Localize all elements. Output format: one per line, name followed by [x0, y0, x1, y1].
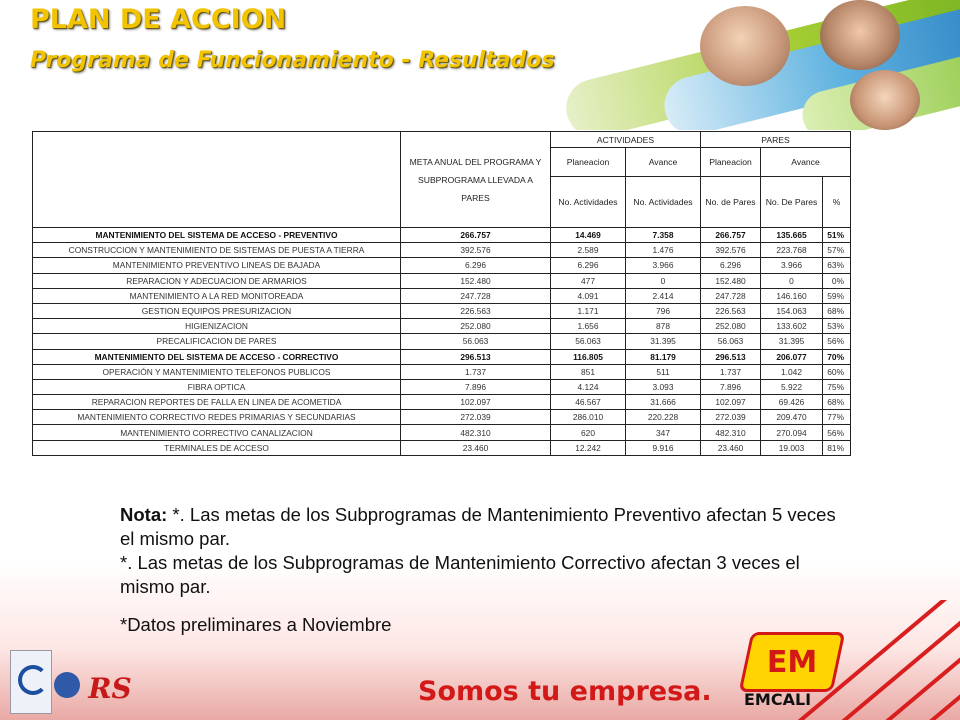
row-pares-plan: 102.097 — [701, 395, 761, 410]
row-meta: 252.080 — [401, 319, 551, 334]
row-actividades-plan: 12.242 — [551, 440, 626, 455]
row-percent: 53% — [823, 319, 851, 334]
row-pares-avance: 154.063 — [761, 303, 823, 318]
table-row — [33, 410, 851, 425]
row-actividades-avance: 796 — [626, 303, 701, 318]
page-title: PLAN DE ACCION — [30, 4, 287, 35]
table-row — [33, 319, 851, 334]
row-percent: 57% — [823, 243, 851, 258]
row-percent: 75% — [823, 379, 851, 394]
row-name: GESTION EQUIPOS PRESURIZACION — [33, 303, 401, 318]
row-actividades-avance: 0 — [626, 273, 701, 288]
row-actividades-avance: 220.228 — [626, 410, 701, 425]
em-logo-text: EM — [766, 644, 818, 680]
table-row — [33, 395, 851, 410]
header-avance-actividades: Avance — [626, 148, 701, 177]
table-row — [33, 440, 851, 455]
row-meta: 266.757 — [401, 228, 551, 243]
decorative-banner — [520, 0, 960, 130]
row-name: MANTENIMIENTO CORRECTIVO CANALIZACION — [33, 425, 401, 440]
row-name: REPARACION REPORTES DE FALLA EN LINEA DE ACOMETIDA — [33, 395, 401, 410]
row-actividades-avance: 878 — [626, 319, 701, 334]
row-meta: 152.480 — [401, 273, 551, 288]
row-actividades-plan: 6.296 — [551, 258, 626, 273]
rs-text: RS — [88, 671, 132, 705]
row-pares-avance: 270.094 — [761, 425, 823, 440]
row-pares-plan: 296.513 — [701, 349, 761, 364]
row-actividades-avance: 3.093 — [626, 379, 701, 394]
certification-round-icon — [54, 672, 80, 698]
row-pares-avance: 0 — [761, 273, 823, 288]
banner-photo-girl — [850, 70, 920, 130]
row-actividades-plan: 1.171 — [551, 303, 626, 318]
row-name: PRECALIFICACION DE PARES — [33, 334, 401, 349]
row-actividades-plan: 477 — [551, 273, 626, 288]
row-actividades-avance: 511 — [626, 364, 701, 379]
row-percent: 51% — [823, 228, 851, 243]
header-no-pares-avance: No. De Pares — [761, 177, 823, 228]
row-pares-plan: 56.063 — [701, 334, 761, 349]
row-actividades-plan: 4.091 — [551, 288, 626, 303]
table-row — [33, 364, 851, 379]
row-meta: 482.310 — [401, 425, 551, 440]
table-row — [33, 243, 851, 258]
row-name: CONSTRUCCION Y MANTENIMIENTO DE SISTEMAS DE PUESTA A TIERRA — [33, 243, 401, 258]
row-meta: 7.896 — [401, 379, 551, 394]
row-pares-plan: 252.080 — [701, 319, 761, 334]
row-pares-avance: 206.077 — [761, 349, 823, 364]
row-pares-avance: 31.395 — [761, 334, 823, 349]
row-actividades-plan: 620 — [551, 425, 626, 440]
table-row — [33, 273, 851, 288]
row-actividades-plan: 116.805 — [551, 349, 626, 364]
footer-slogan: Somos tu empresa. — [418, 676, 712, 707]
row-pares-avance: 19.003 — [761, 440, 823, 455]
row-pares-avance: 69.426 — [761, 395, 823, 410]
banner-photo-family — [700, 6, 790, 86]
header-no-actividades-plan: No. Actividades — [551, 177, 626, 228]
note-text-1: *. Las metas de los Subprogramas de Mantenimiento Preventivo afectan 5 veces el mismo par. — [120, 504, 836, 549]
row-actividades-avance: 7.358 — [626, 228, 701, 243]
row-name: HIGIENIZACION — [33, 319, 401, 334]
header-blank-cell — [33, 132, 401, 228]
row-name: MANTENIMIENTO PREVENTIVO LINEAS DE BAJADA — [33, 258, 401, 273]
row-meta: 56.063 — [401, 334, 551, 349]
row-meta: 272.039 — [401, 410, 551, 425]
results-table-body — [33, 228, 851, 456]
row-actividades-plan: 56.063 — [551, 334, 626, 349]
header-actividades: ACTIVIDADES — [551, 132, 701, 148]
note-label: Nota: — [120, 504, 168, 525]
row-percent: 68% — [823, 303, 851, 318]
table-row — [33, 288, 851, 303]
row-actividades-plan: 14.469 — [551, 228, 626, 243]
table-row — [33, 334, 851, 349]
row-pares-plan: 482.310 — [701, 425, 761, 440]
row-actividades-plan: 2.589 — [551, 243, 626, 258]
brand-name: EMCALI — [744, 690, 812, 709]
row-pares-avance: 223.768 — [761, 243, 823, 258]
table-row — [33, 379, 851, 394]
row-pares-plan: 247.728 — [701, 288, 761, 303]
row-meta: 296.513 — [401, 349, 551, 364]
note-line-2: *. Las metas de los Subprogramas de Mantenimiento Correctivo afectan 3 veces el mismo par. — [120, 552, 800, 597]
row-meta: 1.737 — [401, 364, 551, 379]
row-pares-plan: 1.737 — [701, 364, 761, 379]
row-actividades-avance: 81.179 — [626, 349, 701, 364]
note-line-3: *Datos preliminares a Noviembre — [120, 614, 392, 635]
row-name: MANTENIMIENTO CORRECTIVO REDES PRIMARIAS Y SECUNDARIAS — [33, 410, 401, 425]
row-actividades-avance: 31.666 — [626, 395, 701, 410]
row-name: TERMINALES DE ACCESO — [33, 440, 401, 455]
header-percent: % — [823, 177, 851, 228]
row-meta: 247.728 — [401, 288, 551, 303]
row-actividades-plan: 46.567 — [551, 395, 626, 410]
page-subtitle: Programa de Funcionamiento - Resultados — [30, 48, 555, 73]
rs-responsabilidad-social-icon — [84, 660, 136, 716]
row-pares-avance: 133.602 — [761, 319, 823, 334]
row-actividades-plan: 4.124 — [551, 379, 626, 394]
row-percent: 63% — [823, 258, 851, 273]
row-percent: 0% — [823, 273, 851, 288]
header-pares: PARES — [701, 132, 851, 148]
table-row — [33, 349, 851, 364]
table-row — [33, 228, 851, 243]
row-name: OPERACIÓN Y MANTENIMIENTO TELEFONOS PUBLICOS — [33, 364, 401, 379]
row-percent: 56% — [823, 334, 851, 349]
row-pares-plan: 266.757 — [701, 228, 761, 243]
row-name: MANTENIMIENTO DEL SISTEMA DE ACCESO - CORRECTIVO — [33, 349, 401, 364]
row-meta: 226.563 — [401, 303, 551, 318]
row-name: FIBRA OPTICA — [33, 379, 401, 394]
row-pares-avance: 209.470 — [761, 410, 823, 425]
row-pares-plan: 272.039 — [701, 410, 761, 425]
row-percent: 68% — [823, 395, 851, 410]
banner-photo-child — [820, 0, 900, 70]
row-actividades-avance: 1.476 — [626, 243, 701, 258]
row-meta: 102.097 — [401, 395, 551, 410]
row-pares-avance: 135.665 — [761, 228, 823, 243]
row-percent: 56% — [823, 425, 851, 440]
note-line-1 — [120, 503, 840, 551]
row-percent: 59% — [823, 288, 851, 303]
row-pares-avance: 3.966 — [761, 258, 823, 273]
header-avance-pares: Avance — [761, 148, 851, 177]
row-meta: 6.296 — [401, 258, 551, 273]
table-row — [33, 425, 851, 440]
row-name: REPARACION Y ADECUACION DE ARMARIOS — [33, 273, 401, 288]
row-pares-plan: 6.296 — [701, 258, 761, 273]
row-pares-avance: 146.160 — [761, 288, 823, 303]
header-no-actividades-avance: No. Actividades — [626, 177, 701, 228]
row-pares-plan: 226.563 — [701, 303, 761, 318]
results-table-container — [32, 131, 850, 456]
row-meta: 392.576 — [401, 243, 551, 258]
emcali-logo-icon — [739, 632, 846, 692]
row-pares-plan: 23.460 — [701, 440, 761, 455]
row-pares-plan: 152.480 — [701, 273, 761, 288]
header-planeacion-pares: Planeacion — [701, 148, 761, 177]
row-actividades-plan: 1.656 — [551, 319, 626, 334]
row-name: MANTENIMIENTO A LA RED MONITOREADA — [33, 288, 401, 303]
row-pares-avance: 5.922 — [761, 379, 823, 394]
certification-c-icon — [18, 665, 48, 695]
row-actividades-avance: 347 — [626, 425, 701, 440]
row-pares-avance: 1.042 — [761, 364, 823, 379]
row-percent: 70% — [823, 349, 851, 364]
row-actividades-avance: 2.414 — [626, 288, 701, 303]
row-actividades-avance: 3.966 — [626, 258, 701, 273]
row-name: MANTENIMIENTO DEL SISTEMA DE ACCESO - PREVENTIVO — [33, 228, 401, 243]
row-pares-plan: 7.896 — [701, 379, 761, 394]
header-no-pares-plan: No. de Pares — [701, 177, 761, 228]
row-actividades-avance: 31.395 — [626, 334, 701, 349]
results-table — [32, 131, 851, 456]
row-actividades-plan: 851 — [551, 364, 626, 379]
row-actividades-plan: 286.010 — [551, 410, 626, 425]
row-percent: 60% — [823, 364, 851, 379]
row-meta: 23.460 — [401, 440, 551, 455]
row-percent: 77% — [823, 410, 851, 425]
table-row — [33, 303, 851, 318]
header-meta-anual: META ANUAL DEL PROGRAMA Y SUBPROGRAMA LLEVADA A PARES — [401, 132, 551, 228]
header-planeacion-actividades: Planeacion — [551, 148, 626, 177]
row-percent: 81% — [823, 440, 851, 455]
table-row — [33, 258, 851, 273]
row-pares-plan: 392.576 — [701, 243, 761, 258]
row-actividades-avance: 9.916 — [626, 440, 701, 455]
